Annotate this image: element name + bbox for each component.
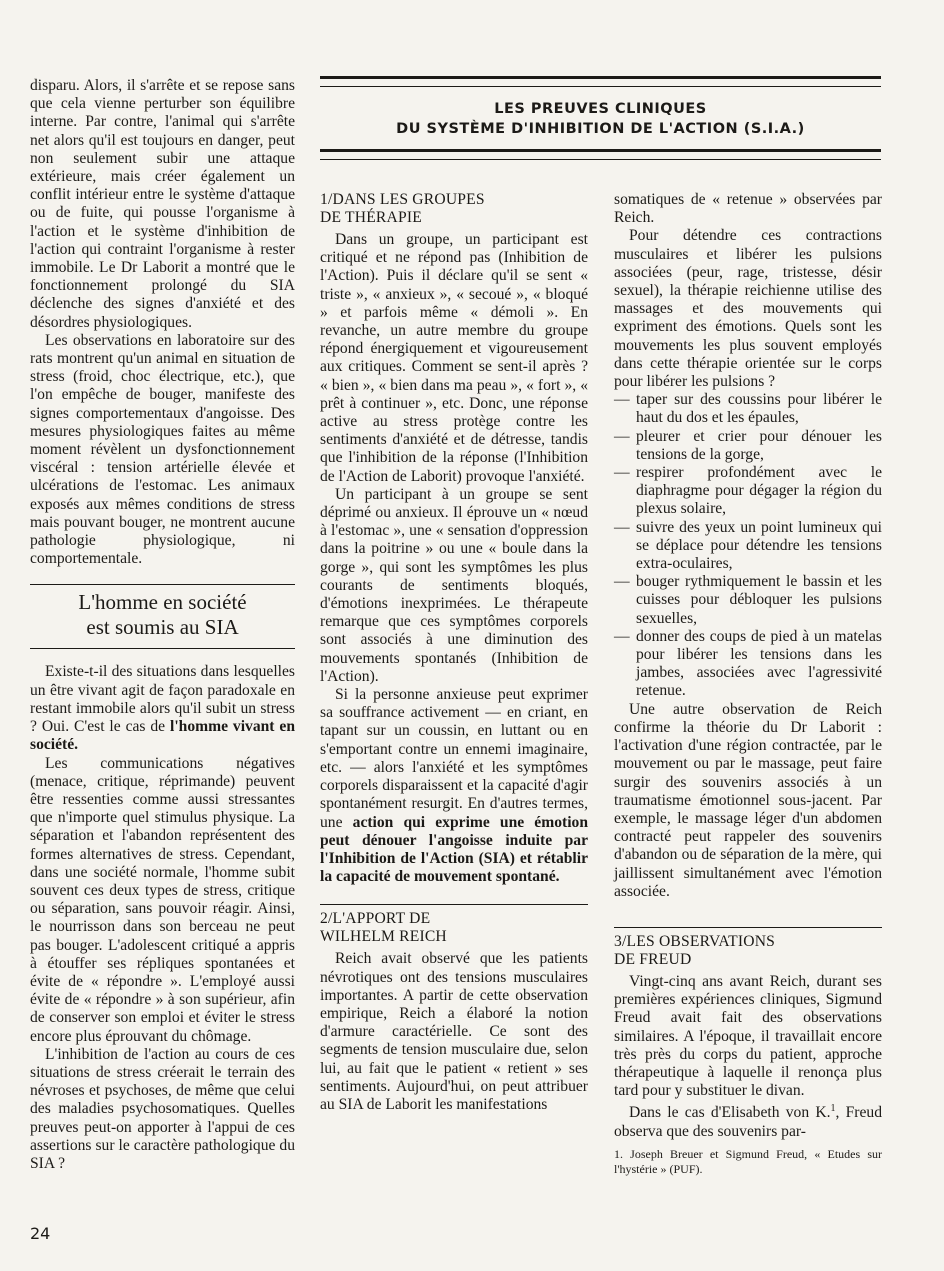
paragraph: Un participant à un groupe se sent déprimé ou anxieux. Il éprouve un « nœud à l'estomac », une « sensation d'oppression dans la poitrine » ou une « boule dans la gorge », qui sont les symptômes les plus courants de sentiments bloqués, d'émotions inexprimées. Le thérapeute remarque que ces symptômes corporels sont associés à une diminution des mouvements spontanés (Inhibition de l'Action). xyxy=(320,485,588,685)
paragraph xyxy=(614,1100,882,1141)
section-heading: 3/LES OBSERVATIONS DE FREUD xyxy=(614,927,882,969)
footnote-marker: 1 xyxy=(830,1103,836,1115)
paragraph: Vingt-cinq ans avant Reich, durant ses premières expériences cliniques, Sigmund Freud avait fait des observations similaires. A l'époque, il travaillait encore très près du corps du patient, approche thérapeutique à laquelle il renonça plus tard pour y substituer le divan. xyxy=(614,972,882,1100)
banner-top-rule xyxy=(320,76,881,87)
paragraph: Une autre observation de Reich confirme la théorie du Dr Laborit : l'activation d'une région contractée, par le mouvement ou par le massage, peut faire surgir des souvenirs associés à un traumatisme émotionnel sous-jacent. Par exemple, le massage léger d'un abdomen contracté peut rappeler des souvenirs d'abandon ou de séparation de la mère, qui jaillissent simultanément avec l'émotion associée. xyxy=(614,700,882,900)
paragraph: disparu. Alors, il s'arrête et se repose sans que cela vienne perturber son équilibre interne. Par contre, l'animal qui s'arrête net alors qu'il est toujours en danger, peut non seulement subir une attaque extérieure, mais créer également un conflit intérieur entre le système d'attaque ou de fuite, qui pousse l'organisme à l'action et le système d'inhibition de l'action qui contraint l'organisme à rester immobile. Le Dr Laborit a montré que le fonctionnement prolongé du SIA déclenche des signes d'anxiété et des désordres physiologiques. xyxy=(30,77,295,331)
paragraph: Les observations en laboratoire sur des rats montrent qu'un animal en situation de stress (froid, choc électrique, etc.), que l'on empêche de bouger, manifeste des signes comportementaux d'angoisse. Des mesures physiologiques faites au même moment révèlent un dysfonctionnement viscéral : tension artérielle élevée et ulcérations de l'estomac. Les animaux exposés aux mêmes conditions de stress mais pouvant bouger, ne montrent aucune pathologie physiologique, ni comportementale. xyxy=(30,331,295,568)
subheading-block xyxy=(30,584,295,649)
paragraph: L'inhibition de l'action au cours de ces situations de stress créerait le terrain des névroses et psychoses, de même que celui des maladies psychosomatiques. Quelles preuves peut-on apporter à l'appui de ces assertions sur le caractère pathologique du SIA ? xyxy=(30,1045,295,1172)
paragraph: Reich avait observé que les patients névrotiques ont des tensions musculaires importantes. A partir de cette observation empirique, Reich a élaboré la notion d'armure caractérielle. Ce sont des segments de tension musculaire due, selon lui, au fait que le patient « retient » ses sentiments. Aujourd'hui, on peut attribuer au SIA de Laborit les manifestations xyxy=(320,950,588,1113)
column-right xyxy=(614,191,882,1177)
list-item: — donner des coups de pied à un matelas pour libérer les tensions dans les jambes, associées avec l'agressivité retenue. xyxy=(614,628,882,701)
subheading xyxy=(30,584,295,649)
list-item: — respirer profondément avec le diaphragme pour dégager la région du plexus solaire, xyxy=(614,464,882,519)
list-item: — suivre des yeux un point lumineux qui se déplace pour détendre les tensions extra-oculaires, xyxy=(614,519,882,574)
section-heading: 2/L'APPORT DE WILHELM REICH xyxy=(320,904,588,946)
subheading-line: est soumis au SIA xyxy=(86,615,239,640)
paragraph-text: Si la personne anxieuse peut exprimer sa souffrance activement — en criant, en tapant sur un coussin, en luttant ou en s'emportant contre un ennemi imaginaire, etc. — alors l'anxiété et les symptômes corporels disparaissent et la capacité d'agir spontanément resurgit. En d'autres termes, une xyxy=(320,686,588,831)
subheading-line: L'homme en société xyxy=(78,590,247,615)
footnote: 1. Joseph Breuer et Sigmund Freud, « Etudes sur l'hystérie » (PUF). xyxy=(614,1146,882,1176)
list-item: — bouger rythmiquement le bassin et les cuisses pour débloquer les pulsions sexuelles, xyxy=(614,573,882,628)
page-number: 24 xyxy=(30,1224,51,1243)
article-banner xyxy=(320,76,881,160)
section-heading: 1/DANS LES GROUPES DE THÉRAPIE xyxy=(320,191,485,226)
paragraph-text: , Freud observa que des souvenirs par- xyxy=(614,1104,882,1140)
movement-list xyxy=(614,391,882,700)
paragraph-text: Existe-t-il des situations dans lesquelles un être vivant agit de façon paradoxale en restant immobile alors qu'il subit un stress ? Oui. C'est le cas de xyxy=(30,663,295,736)
paragraph-text: Dans le cas d'Elisabeth von K. xyxy=(629,1104,831,1122)
article-title: LES PREUVES CLINIQUES DU SYSTÈME D'INHIBITION DE L'ACTION (S.I.A.) xyxy=(396,101,805,137)
column-left xyxy=(30,77,295,1173)
bold-phrase: l'homme vivant en société. xyxy=(30,718,295,754)
bold-phrase: action qui exprime une émotion peut dénouer l'angoisse induite par l'Inhibition de l'Action (SIA) et rétablir la capacité de mouvement spontané. xyxy=(320,813,588,886)
list-item: — pleurer et crier pour dénouer les tensions de la gorge, xyxy=(614,428,882,464)
column-middle xyxy=(320,191,588,1114)
list-item: — taper sur des coussins pour libérer le haut du dos et les épaules, xyxy=(614,391,882,427)
banner-bottom-rule xyxy=(320,149,881,160)
paragraph: Dans un groupe, un participant est critiqué et ne répond pas (Inhibition de l'Action). Puis il déclare qu'il se sent « triste », « anxieux », « secoué », « bloqué » et parfois même « démoli ». En revanche, un autre membre du groupe répond énergiquement et vigoureusement aux critiques. Comment se sent-il après ? « bien », « bien dans ma peau », « fort », « prêt à continuer », etc. Donc, une réponse active au stress protège contre les sentiments d'anxiété et de détresse, tandis que l'inhibition de la réponse (l'Inhibition de l'Action de Laborit) provoque l'anxiété. xyxy=(320,231,588,485)
paragraph: Pour détendre ces contractions musculaires et libérer les pulsions associées (peur, rage, tristesse, désir sexuel), la thérapie reichienne utilise des massages et des mouvements qui expriment des émotions. Quels sont les mouvements les plus souvent employés dans cette thérapie orientée sur le corps pour libérer les pulsions ? xyxy=(614,227,882,391)
paragraph xyxy=(30,663,295,754)
paragraph: somatiques de « retenue » observées par Reich. xyxy=(614,191,882,227)
paragraph xyxy=(320,686,588,886)
paragraph: Les communications négatives (menace, critique, réprimande) peuvent être ressenties comme aussi stressantes que n'importe quel stimulus physique. La séparation et l'abandon représentent des formes alternatives de stress. Cependant, dans une société normale, l'homme subit souvent ces deux types de stress, critique ou séparation, sans pouvoir réagir. Ainsi, le nourrisson dans son berceau ne peut pas bouger. L'adolescent critiqué a appris à étouffer ses répliques spontanées et évite de « répondre ». L'employé aussi évite de « répondre » à son supérieur, afin de conserver son emploi et éviter le stress encore plus éprouvant du chômage. xyxy=(30,754,295,1045)
